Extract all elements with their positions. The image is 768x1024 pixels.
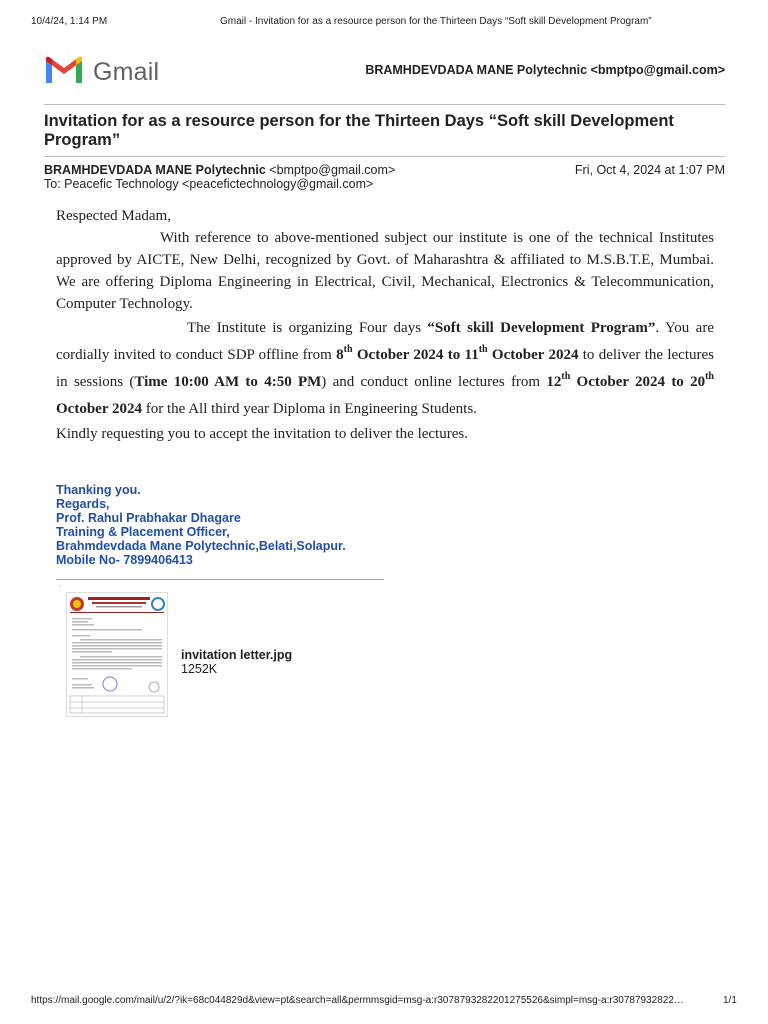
signature-line: Mobile No- 7899406413 — [56, 553, 193, 567]
recipient-line: To: Peacefic Technology <peacefictechnology@gmail.com> — [44, 177, 374, 191]
body-paragraph-1: With reference to above-mentioned subject our institute is one of the technical Institutes approved by AICTE, New Delhi, recognized by Govt. of Maharashtra & affiliated to M.S.B.T.E, Mumbai. We are offering Diploma Engineering in Electrical, Civil, Mechanical, Electronics & Telecommunication, Computer Technology. — [56, 230, 714, 312]
signature-line: Regards, — [56, 497, 110, 511]
body-paragraph-2: The Institute is organizing Four days “Soft skill Development Program”. You are cordially invited to conduct SDP offline from 8th October 2024 to 11th October 2024 to deliver the lectures in sessions (Time 10:00 AM to 4:50 PM) and conduct online lectures from 12th October 2024 to 20th October 2024 for the All third year Diploma in Engineering Students. — [56, 320, 714, 417]
sender-name: BRAMHDEVDADA MANE Polytechnic — [44, 163, 266, 177]
attachment-thumbnail[interactable] — [66, 592, 168, 717]
signature-divider — [56, 579, 384, 580]
email-signature — [56, 483, 346, 567]
divider — [44, 156, 725, 157]
sender-email: <bmptpo@gmail.com> — [269, 163, 396, 177]
print-url: https://mail.google.com/mail/u/2/?ik=68c044829d&view=pt&search=all&permmsgid=msg-a:r3078793282201275526&simpl=msg-a:r30787932822… — [31, 995, 684, 1006]
attachment-size: 1252K — [181, 662, 218, 676]
print-page-title: Gmail - Invitation for as a resource person for the Thirteen Days “Soft skill Development Program” — [220, 16, 652, 27]
divider — [44, 104, 725, 105]
account-label: BRAMHDEVDADA MANE Polytechnic <bmptpo@gmail.com> — [365, 63, 725, 77]
message-body — [56, 205, 714, 445]
email-subject: Invitation for as a resource person for the Thirteen Days “Soft skill Development Program” — [44, 112, 674, 149]
gmail-wordmark: Gmail — [93, 58, 160, 86]
gmail-logo[interactable] — [44, 55, 159, 90]
greeting: Respected Madam, — [56, 208, 171, 224]
page-number: 1/1 — [723, 995, 737, 1006]
signature-line: Thanking you. — [56, 483, 141, 497]
message-date: Fri, Oct 4, 2024 at 1:07 PM — [574, 163, 725, 177]
sender-line — [44, 163, 395, 177]
gmail-m-icon — [44, 55, 84, 90]
attachment-name[interactable]: invitation letter.jpg — [181, 648, 293, 662]
signature-line: Brahmdevdada Mane Polytechnic,Belati,Solapur. — [56, 539, 346, 553]
print-timestamp: 10/4/24, 1:14 PM — [31, 16, 108, 27]
body-paragraph-3: Kindly requesting you to accept the invitation to deliver the lectures. — [56, 426, 468, 442]
signature-line: Training & Placement Officer, — [56, 525, 230, 539]
signature-line: Prof. Rahul Prabhakar Dhagare — [56, 511, 241, 525]
attachment-marker: - — [59, 583, 62, 590]
